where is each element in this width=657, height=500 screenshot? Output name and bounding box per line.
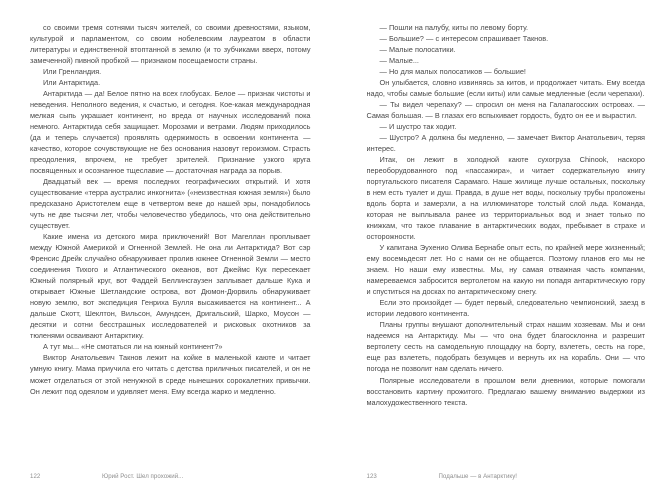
running-head: Юрий Рост. Шел прохожий... [102, 472, 184, 480]
paragraph: Итак, он лежит в холодной каюте сухогруза Chinook, наскоро переоборудованного под «пассажира», и читает содержательную книгу португальского писателя Сарамаго. Наше жилище лучше остальных, поскольку в нем есть туалет и душ. Правда, в душе нет воды, поскольку трубы проложены вдоль борта и замерзли, а на иллюминаторе толстый слой льда. Команда, которая не выплывала ранее из территориальных вод и знает только по книжкам, что такое плавание в антарктических водах, пребывает в страхе и осторожности. [366, 155, 645, 242]
paragraph: Он улыбается, словно извиняясь за китов, и продолжает читать. Ему всегда надо, чтобы самые большие (если киты) или самые медленные (если черепахи). [366, 78, 645, 99]
paragraph: Виктор Анатольевич Такнов лежит на койке в маленькой каюте и читает умную книгу. Мама приучила его читать с детства приличных писателей, и он не может отделаться от этой ненужной в среде нынешних сорокалетних привычки. Он лежит под одеялом и удивляет меня. Ему всегда жарко и медленно. [30, 353, 311, 396]
page-right [329, 0, 657, 500]
dialogue-line: — Шустро? А должна бы медленно, — замечает Виктор Анатольевич, теряя интерес. [366, 133, 645, 154]
page-left-footer [0, 470, 329, 482]
paragraph: Планы группы внушают дополнительный страх нашим хозяевам. Мы и они надеемся на Антарктиду. Мы — что она будет благосклонна и разрешит вертолету сесть на самодельную площадку на борту, взлететь, сесть на горе, еще раз взлететь, подобрать безумцев и вернуть их на корабль. Они — что погода не позволит нам сделать ничего. [366, 320, 645, 374]
page-number: 123 [366, 472, 377, 480]
dialogue-line: — Но для малых полосатиков — большие! [379, 67, 526, 77]
paragraph: Какие имена из детского мира приключений! Вот Магеллан проплывает между Южной Америкой и Огненной Землей. Не она ли Антарктида? Вот сэр Френсис Дрейк случайно обнаруживает пролив южнее Огненной Земли — место соединения Тихого и Атлантического океанов, вот Джеймс Кук пересекает Южный полярный круг, вот Фаддей Беллинсгаузен заплывает дальше Кука и открывает Южные Шетландские острова, вот Дюмон-Дюрвиль обнаруживает новую землю, вот экспедиция Генриха Булля высаживается на континент... А дальше Скотт, Шеклтон, Вильсон, Амундсен, Дригальский, Шарко, Моусон — десятки и сотни бесстрашных исследователей и рисковых охотников за тюленями осваивают Антарктику. [30, 232, 311, 341]
page-number: 122 [30, 472, 41, 480]
dialogue-line: — Малые полосатики. [379, 45, 456, 55]
paragraph: Если это произойдет — будет первый, следовательно чемпионский, заезд в истории ледового континента. [366, 298, 645, 319]
dialogue-line: — Малые... [379, 56, 419, 66]
page-right-footer [329, 470, 657, 482]
paragraph: А тут мы... «Не смотаться ли на южный континент?» [43, 342, 223, 352]
page-right-body [367, 22, 646, 408]
dialogue-line: — Ты видел черепаху? — спросил он меня на Галапагосских островах. — Самая большая. — В глазах его вспыхивает гордость, будто он ее и вырастил. [366, 100, 645, 121]
paragraph: Или Гренландия. [43, 67, 102, 77]
running-head: Подальше — в Антарктику! [438, 472, 518, 480]
paragraph: Или Антарктида. [43, 78, 101, 88]
paragraph: У капитана Эухенио Олива Бернабе опыт есть, по крайней мере жизненный; ему восемьдесят лет. Но с нами он не общается. Поэтому планов его мы не знаем. Но наши ему известны. Мы, ну самая отважная часть компании, намереваемся забросится вертолетом на какую ни попадя антарктическую гору и спуститься на досках по антарктическому снегу. [366, 243, 645, 297]
paragraph: Двадцатый век — время последних географических открытий. И хотя существование «терра аустралис инкогнита» («неизвестная южная земля») было предсказано Аристотелем еще в четвертом веке до нашей эры, понадобилось чуть не две тысячи лет, чтобы человечество убедилось, что она действительно существует. [30, 177, 311, 231]
dialogue-line: — Большие? — с интересом спрашивает Такнов. [379, 34, 549, 44]
page-left-body [30, 22, 311, 397]
paragraph: Антарктида — да! Белое пятно на всех глобусах. Белое — признак чистоты и неведения. Неполного ведения, к счастью, и сегодня. Кое-какая международная мелкая сыпь украшает континент, но вреда от научных исследований пока немного. Антарктида себя защищает. Морозами и ветрами. Людям приходилось (да и теперь случается) проявлять одержимость в освоении континента — качество, которое сочувствующие не без основания назовут героизмом. Страсть преодоления, впрочем, не требует зрителей. Признание узкого круга посвященных и осознанное тщеславие — достаточная награда за порыв. [30, 89, 311, 176]
paragraph: со своими тремя сотнями тысяч жителей, со своими древностями, языком, культурой и парламентом, со своим нобелевским лауреатом в области литературы и единственной втоптанной в землю (и то зубчиками вверх, потому замеченной) пивной пробкой — признаком посещаемости страны. [30, 23, 311, 66]
dialogue-line: — Пошли на палубу, киты по левому борту. [379, 23, 529, 32]
dialogue-line: — И шустро так ходит. [379, 122, 457, 132]
paragraph: Полярные исследователи в прошлом вели дневники, которые помогали восстановить картину прожитого. Предлагаю вашему вниманию выдержки из малохудожественного текста. [366, 375, 645, 407]
